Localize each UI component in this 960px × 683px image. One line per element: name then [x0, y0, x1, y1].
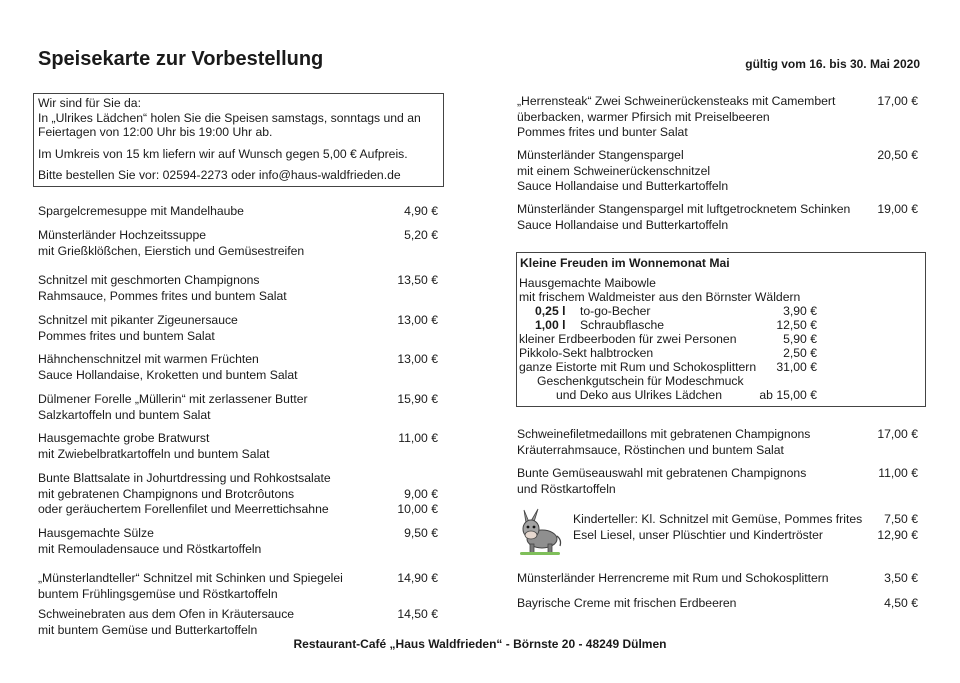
item-name: Bunte Gemüseauswahl mit gebratenen Champignons	[517, 466, 807, 480]
item-name: Münsterländer Stangenspargel mit luftgetrocknetem Schinken	[517, 202, 851, 216]
menu-item	[517, 202, 850, 233]
item-price: 13,50 €	[397, 273, 438, 287]
item-price: 9,00 € 10,00 €	[397, 486, 438, 516]
validity-dates: gültig vom 16. bis 30. Mai 2020	[745, 57, 920, 71]
page-title: Speisekarte zur Vorbestellung	[38, 48, 324, 70]
item-desc: Rahmsauce, Pommes frites und buntem Salat	[38, 288, 287, 303]
item-name: „Herrensteak“ Zwei Schweinerückensteaks mit Camembert	[517, 94, 836, 108]
item-price: 20,50 €	[877, 148, 918, 162]
menu-item	[517, 571, 829, 587]
item-name: Schweinefiletmedaillons mit gebratenen Champignons	[517, 427, 811, 441]
donkey-icon	[516, 506, 564, 556]
item-name: Spargelcremesuppe mit Mandelhaube	[38, 204, 244, 218]
menu-item	[38, 571, 343, 602]
item-desc: mit einem Schweinerückenschnitzel	[517, 163, 711, 178]
item-price: 7,50 € 12,90 €	[877, 512, 918, 542]
menu-item	[38, 352, 298, 383]
item-price: 11,00 €	[398, 431, 438, 445]
menu-item	[517, 148, 728, 195]
item-desc: Pommes frites und buntem Salat	[38, 328, 215, 343]
spring-specials-box: Kleine Freuden im Wonnemonat Mai Hausgemachte Maibowle mit frischem Waldmeister aus den Börnster Wäldern 0,25 l to-go-Becher 3,90 € 1,00 l Schraubflasche 12,50 € kleiner Erdbeerboden für zwei Personen 5,90 € Pikkolo-Sekt halbtrocken 2,50 € ganze Eistorte mit Rum und Schokosplittern 31,00 € Geschenkgutschein für Modeschmuck und Deko aus Ulrikes Lädchen ab 15,00 €	[516, 252, 926, 407]
item-price: 15,90 €	[397, 392, 438, 406]
item-desc: Salzkartoffeln und buntem Salat	[38, 407, 211, 422]
kids-menu	[573, 512, 862, 543]
item-desc: Sauce Hollandaise und Butterkartoffeln	[517, 179, 729, 193]
info-line: Bitte bestellen Sie vor: 02594-2273 oder info@haus-waldfrieden.de	[38, 168, 401, 182]
menu-item	[38, 471, 331, 518]
menu-item	[517, 596, 736, 612]
item-name: Bayrische Creme mit frischen Erdbeeren	[517, 596, 737, 610]
item-desc: Sauce Hollandaise, Kroketten und buntem Salat	[38, 367, 298, 382]
item-desc: mit Remouladensauce und Röstkartoffeln	[38, 541, 262, 556]
info-line: Wir sind für Sie da:	[38, 96, 141, 110]
item-price: 13,00 €	[397, 313, 438, 327]
item-desc: mit Grießklößchen, Eierstich und Gemüsestreifen	[38, 243, 305, 258]
info-line: Im Umkreis von 15 km liefern wir auf Wunsch gegen 5,00 € Aufpreis.	[38, 146, 408, 161]
menu-item	[38, 228, 304, 259]
item-name: Münsterländer Hochzeitssuppe	[38, 228, 207, 242]
item-price: 4,90 €	[404, 204, 438, 218]
item-name: Hausgemachte Sülze	[38, 526, 154, 540]
menu-item	[38, 273, 287, 304]
item-price: 11,00 €	[878, 466, 918, 480]
item-price: 9,50 €	[404, 526, 438, 540]
item-desc: Esel Liesel, unser Plüschtier und Kindertröster	[573, 527, 823, 542]
item-desc: mit buntem Gemüse und Butterkartoffeln	[38, 622, 258, 637]
item-name: Schnitzel mit pikanter Zigeunersauce	[38, 313, 238, 327]
item-desc: Sauce Hollandaise und Butterkartoffeln	[517, 217, 729, 232]
menu-item	[517, 466, 806, 497]
item-desc: buntem Frühlingsgemüse und Röstkartoffeln	[38, 586, 278, 601]
restaurant-footer: Restaurant-Café „Haus Waldfrieden“ - Börnste 20 - 48249 Dülmen	[293, 637, 667, 651]
item-price: 4,50 €	[884, 596, 918, 610]
item-price: 3,50 €	[884, 571, 918, 585]
menu-item	[38, 392, 308, 423]
item-name: Dülmener Forelle „Müllerin“ mit zerlassener Butter	[38, 392, 308, 406]
item-desc: mit Zwiebelbratkartoffeln und buntem Salat	[38, 446, 270, 461]
item-price: 14,50 €	[397, 607, 438, 621]
item-price: 14,90 €	[397, 571, 438, 585]
item-name: Bunte Blattsalate in Johurtdressing und Rohkostsalate	[38, 471, 331, 485]
item-desc: Pommes frites und bunter Salat	[517, 125, 688, 139]
item-desc: oder geräuchertem Forellenfilet und Meerrettichsahne	[38, 502, 329, 516]
item-name: Kinderteller: Kl. Schnitzel mit Gemüse, Pommes frites	[573, 512, 863, 526]
info-line: Feiertagen von 12:00 Uhr bis 19:00 Uhr ab.	[38, 125, 273, 139]
item-name: Schweinebraten aus dem Ofen in Kräutersauce	[38, 607, 295, 621]
menu-item	[38, 607, 294, 638]
item-desc: Kräuterrahmsauce, Röstinchen und buntem Salat	[517, 442, 784, 457]
item-price: 5,20 €	[404, 228, 438, 242]
item-price: 19,00 €	[877, 202, 918, 216]
menu-item	[38, 313, 238, 344]
item-desc: mit gebratenen Champignons und Brotcrôutons	[38, 486, 295, 501]
info-line: In „Ulrikes Lädchen“ holen Sie die Speisen samstags, sonntags und an	[38, 110, 421, 125]
item-price: 17,00 €	[877, 94, 918, 108]
item-name: Hähnchenschnitzel mit warmen Früchten	[38, 352, 259, 366]
menu-item	[38, 431, 269, 462]
item-name: Münsterländer Stangenspargel	[517, 148, 684, 162]
item-price: 13,00 €	[397, 352, 438, 366]
info-box	[33, 93, 444, 187]
item-name: „Münsterlandteller“ Schnitzel mit Schinken und Spiegelei	[38, 571, 343, 585]
item-name: Münsterländer Herrencreme mit Rum und Schokosplittern	[517, 571, 829, 585]
item-desc: überbacken, warmer Pfirsich mit Preiselbeeren	[517, 109, 770, 124]
item-name: Schnitzel mit geschmorten Champignons	[38, 273, 260, 287]
menu-item	[38, 526, 261, 557]
item-desc: und Röstkartoffeln	[517, 481, 616, 496]
menu-item	[517, 427, 810, 458]
specials-heading: Kleine Freuden im Wonnemonat Mai	[520, 256, 730, 270]
item-price: 17,00 €	[877, 427, 918, 441]
menu-item	[38, 204, 244, 220]
item-name: Hausgemachte grobe Bratwurst	[38, 431, 210, 445]
menu-item	[517, 94, 835, 141]
